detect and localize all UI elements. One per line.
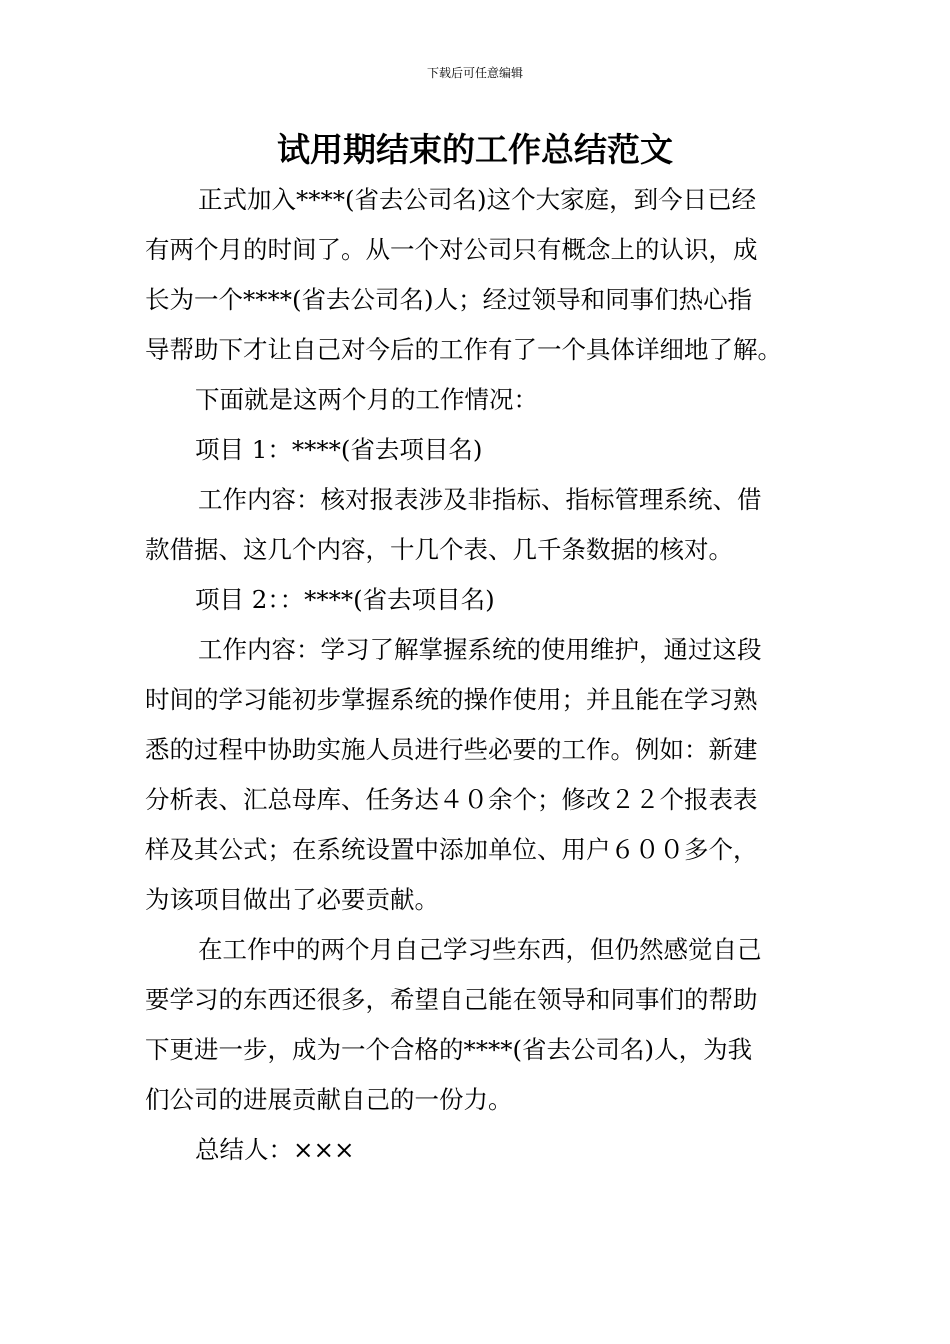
document-body <box>145 175 810 1175</box>
header-note: 下载后可任意编辑 <box>426 66 523 80</box>
project-2-heading: 项目 2：：****(省去项目名) <box>195 585 495 614</box>
project-1-content: 工作内容：核对报表涉及非指标、指标管理系统、借 款借据、这几个内容，十几个表、几千条数据的核对。 <box>145 485 762 564</box>
document-title: 试用期结束的工作总结范文 <box>277 130 673 169</box>
signature-line: 总结人：××× <box>195 1135 355 1164</box>
paragraph-intro: 正式加入****(省去公司名)这个大家庭，到今日已经 有两个月的时间了。从一个对公司只有概念上的认识，成 长为一个****(省去公司名)人；经过领导和同事们热心指 导帮助下才让自己对今后的工作有了一个具体详细地了解。 <box>145 185 782 364</box>
paragraph-overview: 下面就是这两个月的工作情况： <box>195 385 538 414</box>
paragraph-conclusion: 在工作中的两个月自己学习些东西，但仍然感觉自己 要学习的东西还很多，希望自己能在领导和同事们的帮助 下更进一步，成为一个合格的****(省去公司名)人，为我 们公司的进展贡献自己的一份力。 <box>145 935 762 1114</box>
project-1-heading: 项目 1：****(省去项目名) <box>195 435 483 464</box>
project-2-content: 工作内容：学习了解掌握系统的使用维护，通过这段 时间的学习能初步掌握系统的操作使用；并且能在学习熟 悉的过程中协助实施人员进行些必要的工作。例如：新建 分析表、汇总母库、任务达４０余个；修改２２个报表表 样及其公式；在系统设置中添加单位、用户６００多个， 为该项目做出了必要贡献。 <box>145 635 762 914</box>
